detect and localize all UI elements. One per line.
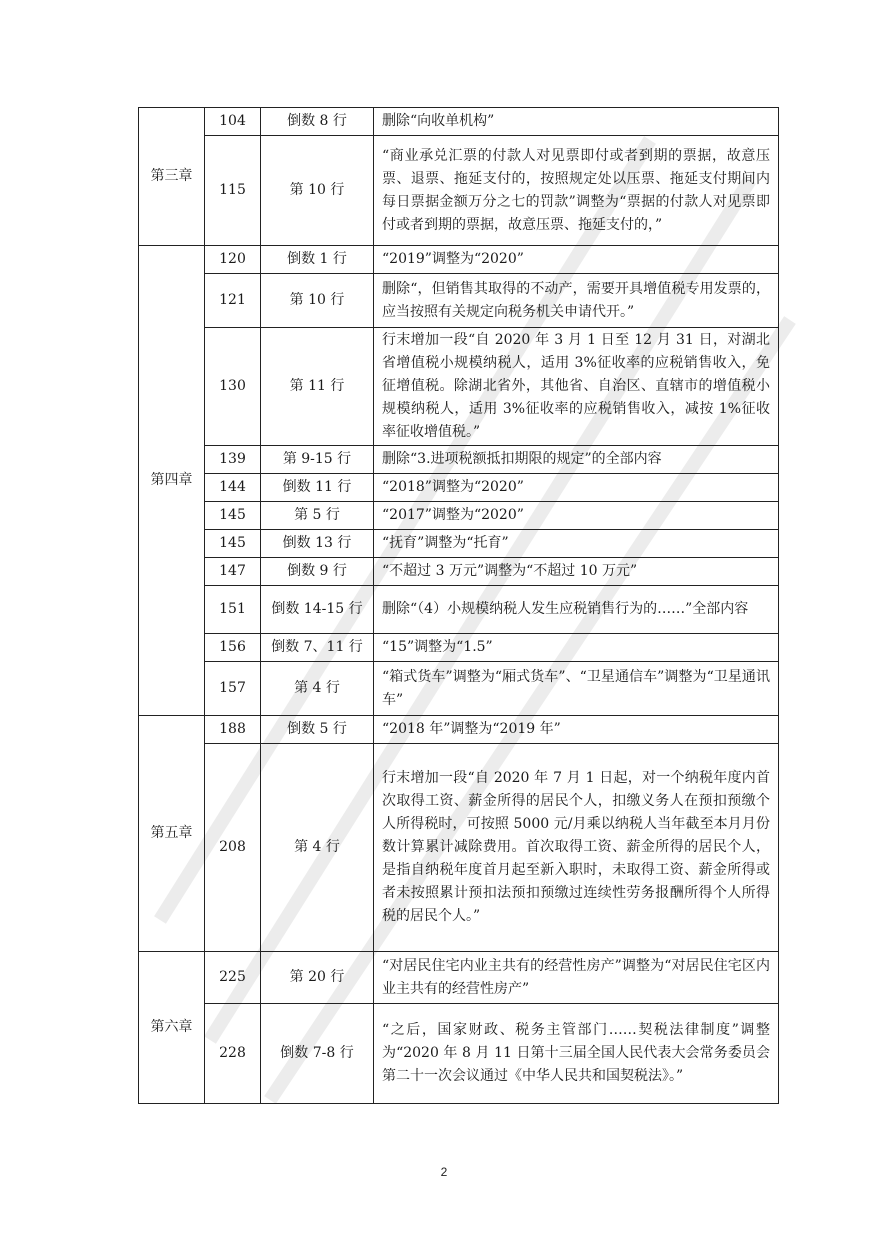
chapter-cell: 第四章 [139, 246, 205, 716]
table-row [139, 474, 779, 502]
page-cell: 156 [205, 634, 261, 662]
page-cell: 157 [205, 662, 261, 716]
table-row [139, 716, 779, 744]
line-cell: 倒数 8 行 [261, 108, 374, 136]
chapter-cell: 第三章 [139, 108, 205, 246]
table-row [139, 1004, 779, 1104]
table-row [139, 136, 779, 246]
content-cell: “15”调整为“1.5” [374, 634, 779, 662]
table-row [139, 502, 779, 530]
page-cell: 121 [205, 274, 261, 328]
page-cell: 115 [205, 136, 261, 246]
content-cell: “商业承兑汇票的付款人对见票即付或者到期的票据，故意压票、退票、拖延支付的，按照规定处以压票、拖延支付期间内每日票据金额万分之七的罚款”调整为“票据的付款人对见票即付或者到期的票据，故意压票、拖延支付的，” [374, 136, 779, 246]
chapter-cell: 第六章 [139, 952, 205, 1104]
line-cell: 倒数 11 行 [261, 474, 374, 502]
table-row [139, 328, 779, 446]
line-cell: 第 20 行 [261, 952, 374, 1004]
line-cell: 倒数 7-8 行 [261, 1004, 374, 1104]
page-cell: 139 [205, 446, 261, 474]
line-cell: 第 4 行 [261, 662, 374, 716]
line-cell: 第 11 行 [261, 328, 374, 446]
content-cell: “2019”调整为“2020” [374, 246, 779, 274]
page-cell: 151 [205, 586, 261, 634]
table-row [139, 634, 779, 662]
line-cell: 倒数 14-15 行 [261, 586, 374, 634]
line-cell: 第 5 行 [261, 502, 374, 530]
page-cell: 120 [205, 246, 261, 274]
line-cell: 第 9-15 行 [261, 446, 374, 474]
page-cell: 104 [205, 108, 261, 136]
content-cell: 删除“，但销售其取得的不动产，需要开具增值税专用发票的，应当按照有关规定向税务机关申请代开。” [374, 274, 779, 328]
content-cell: “不超过 3 万元”调整为“不超过 10 万元” [374, 558, 779, 586]
page-number: 2 [440, 1165, 448, 1179]
line-cell: 第 4 行 [261, 744, 374, 952]
content-cell: “2018 年”调整为“2019 年” [374, 716, 779, 744]
content-cell: 删除“（4）小规模纳税人发生应税销售行为的……”全部内容 [374, 586, 779, 634]
content-cell: 行末增加一段“自 2020 年 7 月 1 日起，对一个纳税年度内首次取得工资、薪金所得的居民个人，扣缴义务人在预扣预缴个人所得税时，可按照 5000 元/月乘以纳税人当年截至本月月份数计算累计减除费用。首次取得工资、薪金所得的居民个人，是指自纳税年度首月起至新入职时，未取得工资、薪金所得或者未按照累计预扣法预扣预缴过连续性劳务报酬所得个人所得税的居民个人。” [374, 744, 779, 952]
line-cell: 第 10 行 [261, 274, 374, 328]
table-row [139, 662, 779, 716]
table-row [139, 446, 779, 474]
content-cell: “箱式货车”调整为“厢式货车”、“卫星通信车”调整为“卫星通讯车” [374, 662, 779, 716]
chapter-cell: 第五章 [139, 716, 205, 952]
table-row [139, 274, 779, 328]
table-row [139, 558, 779, 586]
line-cell: 第 10 行 [261, 136, 374, 246]
content-cell: “对居民住宅内业主共有的经营性房产”调整为“对居民住宅区内业主共有的经营性房产” [374, 952, 779, 1004]
table-row [139, 586, 779, 634]
page-cell: 228 [205, 1004, 261, 1104]
content-cell: “抚育”调整为“托育” [374, 530, 779, 558]
errata-table [138, 107, 779, 1104]
content-cell: “之后，国家财政、税务主管部门……契税法律制度”调整为“2020 年 8 月 11 日第十三届全国人民代表大会常务委员会第二十一次会议通过《中华人民共和国契税法》。” [374, 1004, 779, 1104]
content-cell: “2017”调整为“2020” [374, 502, 779, 530]
line-cell: 倒数 9 行 [261, 558, 374, 586]
line-cell: 倒数 7、11 行 [261, 634, 374, 662]
line-cell: 倒数 5 行 [261, 716, 374, 744]
content-cell: 行末增加一段“自 2020 年 3 月 1 日至 12 月 31 日，对湖北省增值税小规模纳税人，适用 3%征收率的应税销售收入，免征增值税。除湖北省外，其他省、自治区、直辖市的增值税小规模纳税人，适用 3%征收率的应税销售收入，减按 1%征收率征收增值税。” [374, 328, 779, 446]
page-cell: 225 [205, 952, 261, 1004]
page-cell: 130 [205, 328, 261, 446]
page-cell: 144 [205, 474, 261, 502]
table-row [139, 744, 779, 952]
content-cell: 删除“3.进项税额抵扣期限的规定”的全部内容 [374, 446, 779, 474]
table-row [139, 952, 779, 1004]
page-cell: 145 [205, 530, 261, 558]
page-cell: 145 [205, 502, 261, 530]
content-cell: 删除“向收单机构” [374, 108, 779, 136]
line-cell: 倒数 1 行 [261, 246, 374, 274]
page-cell: 147 [205, 558, 261, 586]
table-row [139, 530, 779, 558]
line-cell: 倒数 13 行 [261, 530, 374, 558]
table-row [139, 246, 779, 274]
table-row [139, 108, 779, 136]
page-cell: 188 [205, 716, 261, 744]
page-cell: 208 [205, 744, 261, 952]
content-cell: “2018”调整为“2020” [374, 474, 779, 502]
